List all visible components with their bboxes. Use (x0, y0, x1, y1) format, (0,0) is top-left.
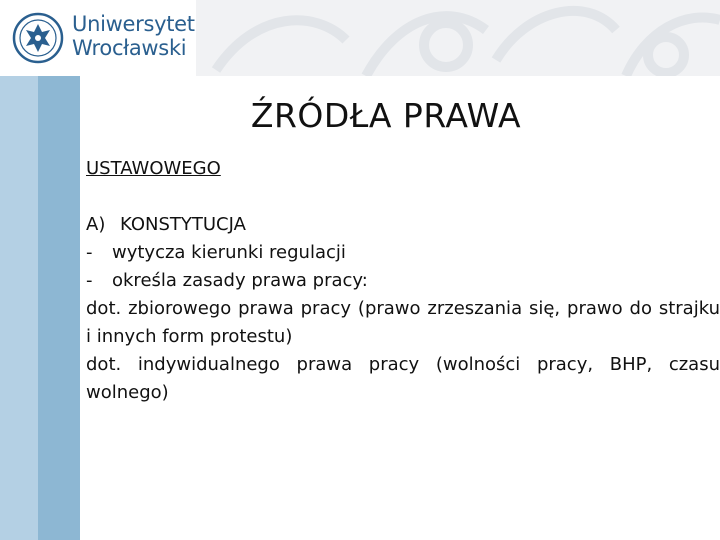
bullet-item (86, 239, 720, 267)
left-decorative-bar-accent (0, 76, 38, 540)
top-banner (0, 0, 720, 76)
logo[interactable] (0, 0, 196, 76)
slide-subtitle: USTAWOWEGO (86, 158, 221, 179)
bullet-text: określa zasady prawa pracy: (112, 270, 368, 291)
bullet-dash: - (86, 242, 93, 263)
banner-pattern (196, 0, 720, 76)
section-letter: A) (86, 214, 106, 235)
slide-title: ŹRÓDŁA PRAWA (250, 96, 522, 135)
bullet-dash: - (86, 270, 93, 291)
logo-line-2: Wrocławski (72, 36, 187, 60)
logo-text (72, 12, 195, 60)
paragraph: dot. zbiorowego prawa pracy (prawo zrzeszania się, prawo do strajku i innych form protestu) (86, 298, 720, 347)
slide-content (86, 155, 720, 407)
section-label: KONSTYTUCJA (120, 214, 246, 235)
paragraph: dot. indywidualnego prawa pracy (wolności pracy, BHP, czasu wolnego) (86, 354, 720, 403)
bullet-item (86, 267, 720, 295)
decorative-swirl-pattern (196, 0, 720, 76)
university-emblem-icon (12, 12, 64, 64)
logo-line-1: Uniwersytet (72, 12, 195, 36)
section-heading (86, 211, 720, 239)
bullet-text: wytycza kierunki regulacji (112, 242, 346, 263)
